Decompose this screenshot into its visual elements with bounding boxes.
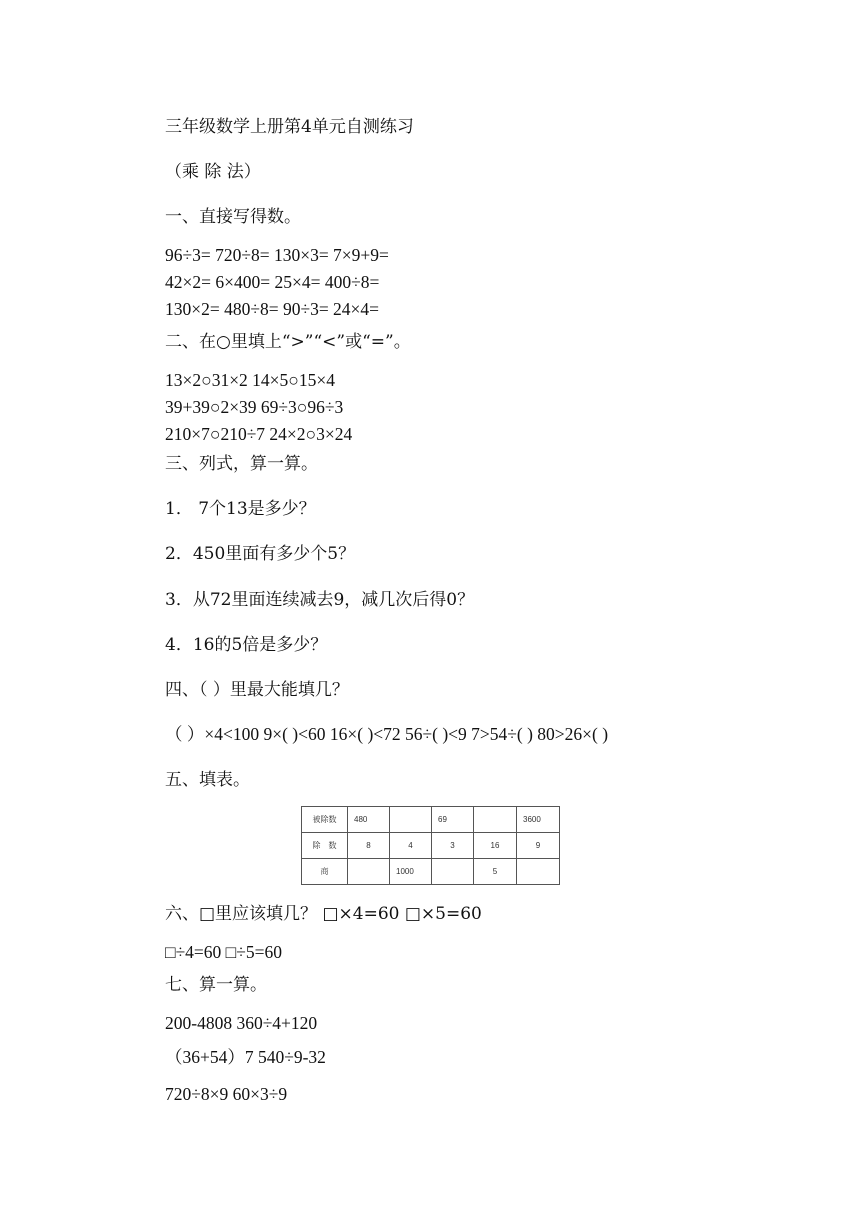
division-table-grid [301, 806, 560, 885]
section-6-row: □÷4=60 □÷5=60 [165, 942, 282, 962]
section-1-heading: 一、直接写得数。 [165, 207, 301, 227]
table-cell: 3600 [517, 807, 560, 833]
table-row-divisor [302, 833, 560, 859]
section-4-heading: 四、（ ）里最大能填几？ [165, 680, 349, 700]
table-cell: 4 [390, 833, 432, 859]
worksheet-subtitle: （乘 除 法） [165, 162, 261, 182]
section-3-item-4: 4．16的5倍是多少？ [165, 635, 328, 655]
section-3-item-3: 3．从72里面连续减去9，减几次后得0？ [165, 590, 475, 610]
section-3-item-2: 2．450里面有多少个5？ [165, 544, 356, 564]
table-cell: 9 [517, 833, 560, 859]
table-row-dividend [302, 807, 560, 833]
section-2-row-3: 210×7○210÷7 24×2○3×24 [165, 424, 353, 444]
division-table [301, 806, 559, 885]
section-7-row-1: 200-4808 360÷4+120 [165, 1013, 318, 1033]
table-cell: 8 [348, 833, 390, 859]
table-header-divisor: 除 数 [302, 833, 348, 859]
table-header-dividend: 被除数 [302, 807, 348, 833]
table-cell: 16 [474, 833, 517, 859]
section-7-row-2: （36+54）7 540÷9-32 [165, 1047, 326, 1067]
table-cell: 5 [474, 859, 517, 885]
section-7-row-3: 720÷8×9 60×3÷9 [165, 1084, 288, 1104]
worksheet-title: 三年级数学上册第4单元自测练习 [165, 117, 414, 137]
section-1-row-1: 96÷3= 720÷8= 130×3= 7×9+9= [165, 245, 389, 265]
table-cell [432, 859, 474, 885]
table-cell: 69 [432, 807, 474, 833]
table-header-quotient: 商 [302, 859, 348, 885]
section-3-heading: 三、列式，算一算。 [165, 454, 318, 474]
section-3-item-1: 1． 7个13是多少？ [165, 499, 316, 519]
table-cell: 480 [348, 807, 390, 833]
table-cell [474, 807, 517, 833]
table-cell [348, 859, 390, 885]
section-2-row-2: 39+39○2×39 69÷3○96÷3 [165, 397, 344, 417]
section-6-heading: 六、□里应该填几？ □×4=60 □×5=60 [165, 904, 482, 924]
table-cell: 3 [432, 833, 474, 859]
section-7-heading: 七、算一算。 [165, 975, 267, 995]
table-cell [517, 859, 560, 885]
section-5-heading: 五、填表。 [165, 770, 250, 790]
table-cell: 1000 [390, 859, 432, 885]
table-cell [390, 807, 432, 833]
table-row-quotient [302, 859, 560, 885]
section-1-row-2: 42×2= 6×400= 25×4= 400÷8= [165, 272, 380, 292]
section-2-heading: 二、在○里填上“>”“<”或“=”。 [165, 332, 411, 352]
section-2-row-1: 13×2○31×2 14×5○15×4 [165, 370, 335, 390]
section-1-row-3: 130×2= 480÷8= 90÷3= 24×4= [165, 299, 380, 319]
section-4-row: （ ）×4<100 9×( )<60 16×( )<72 56÷( )<9 7>54÷( ) 80>26×( ) [165, 724, 609, 744]
